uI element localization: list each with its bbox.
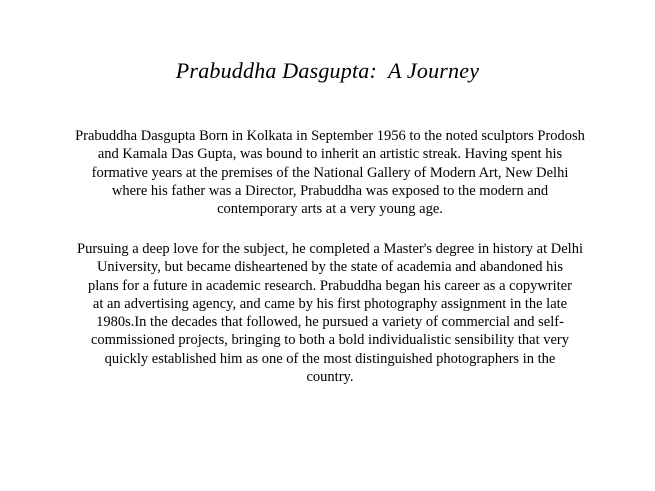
paragraph-line: plans for a future in academic research. Prabuddha began his career as a copywriter <box>88 277 572 294</box>
paragraph-line: 1980s.In the decades that followed, he pursued a variety of commercial and self- <box>96 314 564 331</box>
biography-paragraph-1 <box>40 127 620 218</box>
paragraph-line: country. <box>306 369 354 386</box>
paragraph-line: formative years at the premises of the National Gallery of Modern Art, New Delhi <box>91 164 569 181</box>
paragraph-line: contemporary arts at a very young age. <box>217 201 443 218</box>
slide-title: Prabuddha Dasgupta: A Journey <box>175 58 480 83</box>
biography-paragraph-2 <box>40 240 620 386</box>
paragraph-line: where his father was a Director, Prabuddha was exposed to the modern and <box>111 182 549 199</box>
paragraph-line: University, but became disheartened by the state of academia and abandoned his <box>96 259 564 276</box>
paragraph-line: and Kamala Das Gupta, was bound to inherit an artistic streak. Having spent his <box>97 146 563 163</box>
paragraph-line: Prabuddha Dasgupta Born in Kolkata in September 1956 to the noted sculptors Prodosh <box>75 128 585 144</box>
paragraph-line: at an advertising agency, and came by his first photography assignment in the late <box>92 295 568 312</box>
paragraph-line: commissioned projects, bringing to both a bold individualistic sensibility that very <box>90 332 570 349</box>
paragraph-line: quickly established him as one of the most distinguished photographers in the <box>104 350 556 367</box>
paragraph-line: Pursuing a deep love for the subject, he completed a Master's degree in history at Delhi <box>77 241 583 257</box>
